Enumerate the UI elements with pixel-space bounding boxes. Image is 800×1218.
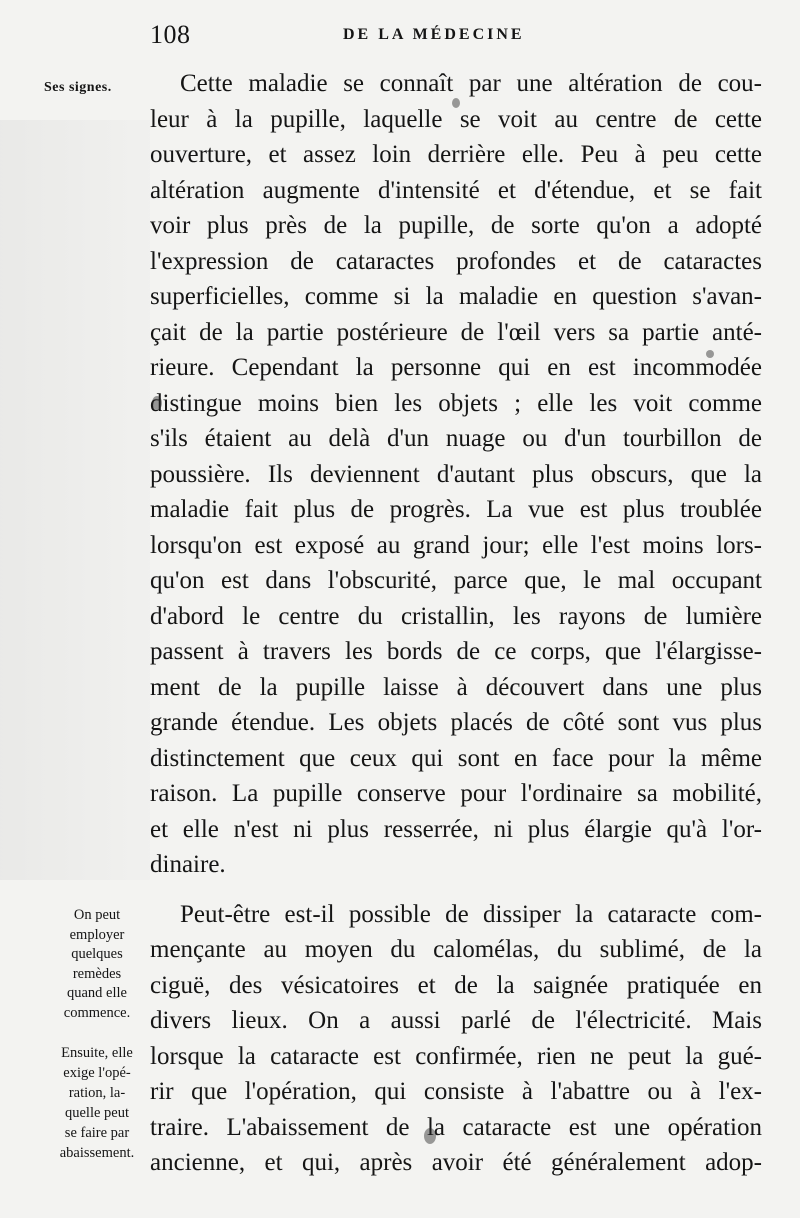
margin-note-line: quelle peut xyxy=(64,1105,130,1121)
text-line: voir plus près de la pupille, de sorte qu'on a adopté xyxy=(150,212,762,239)
text-line: distinctement que ceux qui sont en face pour la même xyxy=(150,744,762,772)
margin-note-line: On peut xyxy=(73,907,121,923)
margin-note-peut-employer xyxy=(44,906,150,1023)
text-line: lorsqu'on est exposé au grand jour; elle l'est moins lors- xyxy=(150,531,762,559)
text-line: superficielles, comme si la maladie en question s'avan- xyxy=(150,283,762,310)
margin-note-line: employer xyxy=(69,926,125,943)
text-line: lorsque la cataracte est confirmée, rien ne peut la gué- xyxy=(150,1042,762,1070)
text-line: mençante au moyen du calomélas, du sublimé, de la xyxy=(150,936,762,963)
page-number: 108 xyxy=(150,20,191,49)
margin-note-ensuite xyxy=(42,1043,152,1163)
text-line: ciguë, des vésicatoires et de la saignée pratiquée en xyxy=(150,971,762,999)
paper-bleed-through xyxy=(0,120,150,880)
ink-speck xyxy=(706,350,714,358)
text-line: et elle n'est ni plus resserrée, ni plus élargie qu'à l'or- xyxy=(150,815,762,843)
margin-note-line: Ensuite, elle xyxy=(61,1045,133,1061)
text-line: traire. L'abaissement de la cataracte est une opération xyxy=(150,1113,762,1141)
margin-note-line: quand elle xyxy=(67,985,127,1001)
text-line: distingue moins bien les objets ; elle les voit comme xyxy=(150,389,762,417)
ink-speck xyxy=(152,396,162,410)
text-line: ment de la pupille laisse à découvert dans une plus xyxy=(150,673,762,701)
ink-speck xyxy=(424,1128,436,1144)
text-line: ouverture, et assez loin derrière elle. Peu à peu cette xyxy=(150,141,762,168)
text-line: d'abord le centre du cristallin, les rayons de lumière xyxy=(150,602,762,630)
margin-note-line: ration, la- xyxy=(68,1085,126,1101)
text-line: qu'on est dans l'obscurité, parce que, le mal occupant xyxy=(150,567,762,594)
paragraph-1 xyxy=(150,66,762,883)
text-line: rieure. Cependant la personne qui en est incommodée xyxy=(150,354,762,381)
ink-speck xyxy=(452,98,460,108)
text-line: raison. La pupille conserve pour l'ordinaire sa mobilité, xyxy=(150,780,762,807)
margin-note-line: exige l'opé- xyxy=(63,1065,131,1081)
margin-note-line: quelques xyxy=(71,946,123,962)
paragraph-gap xyxy=(150,883,762,897)
margin-note-line: abaissement. xyxy=(59,1145,135,1161)
text-line: passent à travers les bords de ce corps, que l'élargisse- xyxy=(150,638,762,665)
body-text xyxy=(150,66,762,1181)
text-line: s'ils étaient au delà d'un nuage ou d'un tourbillon de xyxy=(150,425,762,452)
margin-note-line: remèdes xyxy=(72,965,122,982)
margin-note-signes: Ses signes. xyxy=(44,80,112,95)
text-line: altération augmente d'intensité et d'étendue, et se fait xyxy=(150,176,762,204)
paragraph-2 xyxy=(150,897,762,1181)
text-line: rir que l'opération, qui consiste à l'abattre ou à l'ex- xyxy=(150,1078,762,1105)
text-line: maladie fait plus de progrès. La vue est plus troublée xyxy=(150,496,762,523)
margin-note-line: commence. xyxy=(63,1004,131,1021)
text-line: l'expression de cataractes profondes et de cataractes xyxy=(150,247,762,275)
text-line: poussière. Ils deviennent d'autant plus obscurs, que la xyxy=(150,460,762,488)
text-line: dinaire. xyxy=(150,851,226,878)
page-header xyxy=(0,20,800,54)
running-head: DE LA MÉDECINE xyxy=(343,26,525,43)
text-line: Cette maladie se connaît par une altération de cou- xyxy=(180,70,762,97)
text-line: grande étendue. Les objets placés de côté sont vus plus xyxy=(150,709,762,736)
margin-note-line: se faire par xyxy=(64,1125,130,1141)
text-line: Peut-être est-il possible de dissiper la cataracte com- xyxy=(180,900,762,928)
text-line: çait de la partie postérieure de l'œil vers sa partie anté- xyxy=(150,318,762,346)
text-line: divers lieux. On a aussi parlé de l'électricité. Mais xyxy=(150,1007,762,1034)
text-line: leur à la pupille, laquelle se voit au centre de cette xyxy=(150,105,762,133)
text-line: ancienne, et qui, après avoir été généralement adop- xyxy=(150,1149,762,1176)
